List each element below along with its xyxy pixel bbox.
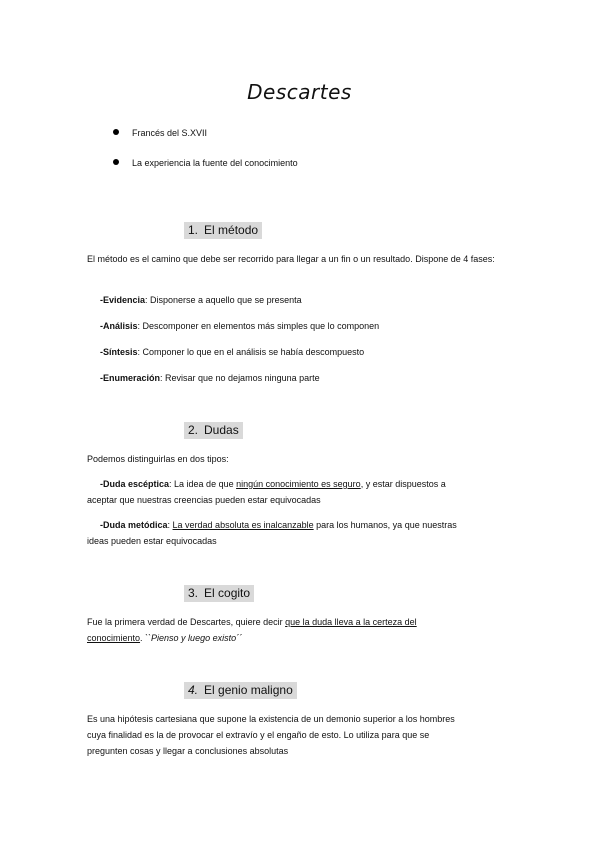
duda-esceptica [100, 476, 510, 492]
duda-term: -Duda metódica [100, 520, 168, 530]
duda-underlined: La verdad absoluta es inalcanzable [172, 520, 314, 530]
list-item-text: La experiencia la fuente del conocimiento [132, 158, 298, 168]
section-title: El método [204, 223, 259, 237]
phase-evidencia [100, 292, 510, 308]
section-title: Dudas [204, 423, 239, 437]
section-heading-metodo [184, 222, 262, 239]
duda-esceptica-cont: aceptar que nuestras creencias pueden estar equivocadas [87, 495, 321, 505]
duda-text: , y estar dispuestos a [360, 479, 446, 489]
cogito-line-2 [87, 630, 517, 646]
cogito-line-1 [87, 614, 517, 630]
cogito-underlined: conocimiento [87, 633, 141, 643]
duda-metodica [100, 517, 510, 533]
metodo-intro: El método es el camino que debe ser recorrido para llegar a un fin o un resultado. Dispone de 4 fases: [87, 254, 495, 264]
duda-metodica-cont: ideas pueden estar equivocadas [87, 536, 217, 546]
genio-line-2: cuya finalidad es la de provocar el extravío y el engaño de esto. Lo utiliza para que se [87, 730, 430, 740]
dudas-intro: Podemos distinguirlas en dos tipos: [87, 454, 229, 464]
genio-line-3: pregunten cosas y llegar a conclusiones absolutas [87, 746, 289, 756]
phase-sintesis [100, 344, 510, 360]
phase-term: -Análisis [100, 321, 138, 331]
phase-text: : Componer lo que en el análisis se había descompuesto [137, 347, 365, 357]
bullet-icon [113, 159, 119, 165]
section-heading-cogito [184, 585, 254, 602]
phase-term: -Síntesis [100, 347, 138, 357]
section-number: 2. [188, 423, 199, 437]
duda-text: : [167, 520, 173, 530]
section-number: 4. [188, 683, 199, 697]
cogito-underlined: que la duda lleva a la certeza del [285, 617, 417, 627]
duda-term: -Duda escéptica [100, 479, 170, 489]
section-heading-genio-maligno [184, 682, 297, 699]
section-title: El cogito [204, 586, 251, 600]
phase-text: : Disponerse a aquello que se presenta [145, 295, 302, 305]
cogito-text: Fue la primera verdad de Descartes, quiere decir [87, 617, 286, 627]
page-title: Descartes [247, 80, 352, 104]
section-number: 1. [188, 223, 199, 237]
cogito-quote: ``Pienso y luego existo´´ [145, 633, 243, 643]
duda-text: para los humanos, ya que nuestras [313, 520, 457, 530]
duda-underlined: ningún conocimiento es seguro [236, 479, 361, 489]
section-heading-dudas [184, 422, 243, 439]
duda-text: : La idea de que [169, 479, 237, 489]
list-item-text: Francés del S.XVII [132, 128, 208, 138]
phase-text: : Revisar que no dejamos ninguna parte [160, 373, 320, 383]
cogito-text: . [140, 633, 146, 643]
genio-line-1: Es una hipótesis cartesiana que supone la existencia de un demonio superior a los hombres [87, 714, 455, 724]
phase-text: : Descomponer en elementos más simples que lo componen [137, 321, 380, 331]
phase-analisis [100, 318, 510, 334]
phase-term: -Evidencia [100, 295, 146, 305]
section-number: 3. [188, 586, 199, 600]
phase-enumeracion [100, 370, 510, 386]
phase-term: -Enumeración [100, 373, 161, 383]
bullet-icon [113, 129, 119, 135]
section-title: El genio maligno [204, 683, 293, 697]
